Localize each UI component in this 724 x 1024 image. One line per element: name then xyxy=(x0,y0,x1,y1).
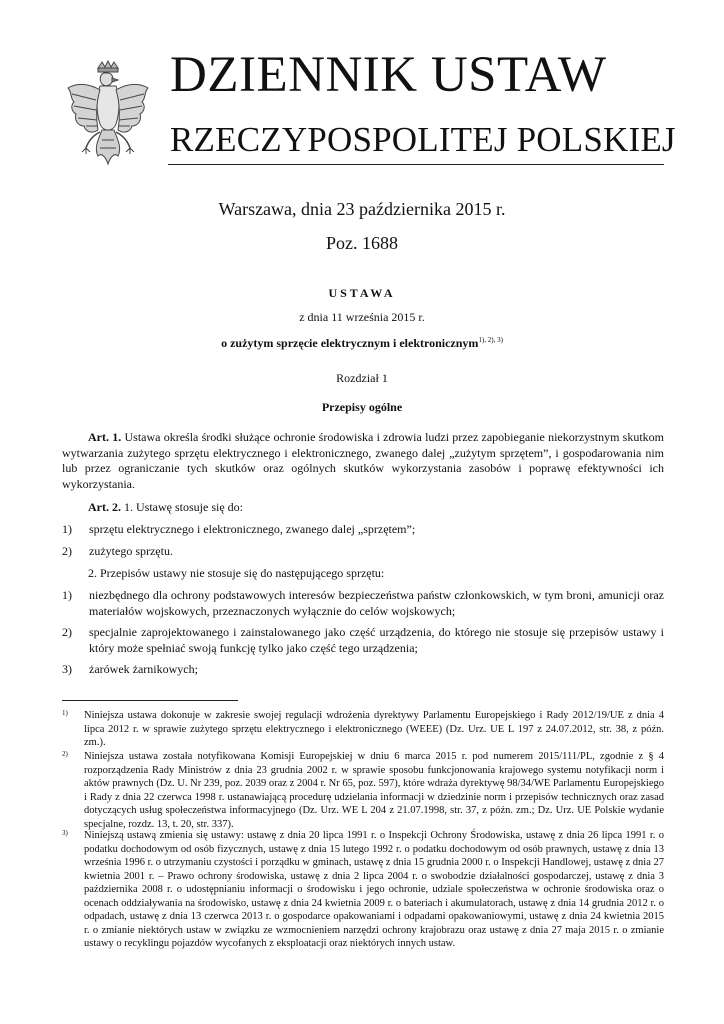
list-item xyxy=(62,588,664,619)
footnote xyxy=(62,829,664,951)
article-2 xyxy=(62,500,664,516)
footnote-text: Niniejszą ustawą zmienia się ustawy: ustawę z dnia 20 lipca 1991 r. o Inspekcji Ochrony Środowiska, ustawę z dnia 26 lipca 1991 r. o podatku dochodowym od osób fizycznych, ustawę z dnia 15 lutego 1992 r. o podatku dochodowym od osób prawnych, ustawę z dnia 13 września 1996 r. o utrzymaniu czystości i porządku w gminach, ustawę z dnia 15 grudnia 2000 r. o Inspekcji Handlowej, ustawę z dnia 27 kwietnia 2001 r. – Prawo ochrony środowiska, ustawę z dnia 2 lipca 2004 r. o swobodzie działalności gospodarczej, ustawę z dnia 3 października 2008 r. o udostępnianiu informacji o środowisku i jego ochronie, udziale społeczeństwa w ochronie środowiska oraz o ocenach oddziaływania na środowisko, ustawę z dnia 24 kwietnia 2009 r. o bateriach i akumulatorach, ustawę z dnia 14 grudnia 2012 r. o odpadach, ustawę z dnia 13 czerwca 2013 r. o gospodarce opakowaniami i odpadami opakowaniowymi, ustawę z dnia 24 kwietnia 2015 r. o zmianie niektórych ustaw w związku ze wzmocnieniem narzędzi ochrony krajobrazu oraz ustawę z dnia 27 maja 2015 r. o zmianie ustawy o recyklingu pojazdów wycofanych z eksploatacji oraz niektórych innych ustaw. xyxy=(84,830,664,949)
chapter-number: Rozdział 1 xyxy=(336,371,388,385)
list-item-number: 2) xyxy=(62,544,72,558)
header-divider xyxy=(168,164,664,165)
list-item xyxy=(62,662,664,678)
list-item-text: niezbędnego dla ochrony podstawowych interesów bezpieczeństwa państw członkowskich, w tym broni, amunicji oraz materiałów wojskowych, przeznaczonych wyłącznie do celów wojskowych; xyxy=(89,588,664,618)
list-item xyxy=(62,544,664,560)
article-2-text: 1. Ustawę stosuje się do: xyxy=(121,500,243,514)
article-1 xyxy=(62,430,664,492)
article-2-paragraph-2 xyxy=(62,566,664,582)
footnote-mark: 3) xyxy=(62,829,68,837)
journal-title: DZIENNIK USTAW xyxy=(170,47,607,103)
article-2-paragraph xyxy=(62,500,664,516)
footnote-divider xyxy=(62,700,238,701)
publication-position: Poz. 1688 xyxy=(326,233,398,253)
list-item-text: specjalnie zaprojektowanego i zainstalowanego jako część urządzenia, do którego nie stosuje się przepisów ustawy i który może spełniać swoją funkcję tylko jako część tego urządzenia; xyxy=(89,625,664,655)
list-item-number: 1) xyxy=(62,588,72,602)
list-item-text: żarówek żarnikowych; xyxy=(89,662,198,676)
footnote-text: Niniejsza ustawa dokonuje w zakresie swojej regulacji wdrożenia dyrektywy Parlamentu Europejskiego i Rady 2012/19/UE z dnia 4 lipca 2012 r. w sprawie zużytego sprzętu elektrycznego i elektronicznego (WEEE) (Dz. Urz. UE L 197 z 24.07.2012, str. 38, z późn. zm.). xyxy=(84,710,664,748)
list-item xyxy=(62,625,664,656)
list-item-text: sprzętu elektrycznego i elektronicznego, zwanego dalej „sprzętem”; xyxy=(89,522,416,536)
act-date: z dnia 11 września 2015 r. xyxy=(299,310,425,324)
chapter-title: Przepisy ogólne xyxy=(321,400,403,414)
footnote xyxy=(62,709,664,750)
act-title-text: o zużytym sprzęcie elektrycznym i elektronicznym xyxy=(221,336,479,350)
act-title xyxy=(0,336,724,351)
article-2-label: Art. 2. xyxy=(88,500,121,514)
list-item-text: zużytego sprzętu. xyxy=(89,544,173,558)
polish-eagle-emblem-icon xyxy=(62,60,154,168)
list-item-number: 2) xyxy=(62,625,72,639)
footnote-text: Niniejsza ustawa została notyfikowana Komisji Europejskiej w dniu 6 marca 2015 r. pod numerem 2015/111/PL, zgodnie z § 4 rozporządzenia Rady Ministrów z dnia 23 grudnia 2002 r. w sprawie sposobu funkcjonowania krajowego systemu notyfikacji norm i aktów prawnych (Dz. U. Nr 239, poz. 2039 oraz z 2004 r. Nr 65, poz. 597), które wdraża dyrektywę 98/34/WE Parlamentu Europejskiego i Rady z dnia 22 czerwca 1998 r. ustanawiającą procedurę udzielania informacji w dziedzinie norm i przepisów technicznych oraz zasad dotyczących usług społeczeństwa informacyjnego (Dz. Urz. WE L 204 z 21.07.1998, str. 37, z późn. zm.; Dz. Urz. UE Polskie wydanie specjalne, rozdz. 13, t. 20, str. 337). xyxy=(84,751,664,830)
journal-subtitle: RZECZYPOSPOLITEJ POLSKIEJ xyxy=(170,120,676,159)
article-1-label: Art. 1. xyxy=(88,430,122,444)
footnote xyxy=(62,750,664,831)
footnote-mark: 2) xyxy=(62,750,68,758)
list-item-number: 3) xyxy=(62,662,72,676)
article-1-paragraph xyxy=(62,430,664,492)
publication-date: Warszawa, dnia 23 października 2015 r. xyxy=(218,199,506,219)
article-2-par2-text: 2. Przepisów ustawy nie stosuje się do następującego sprzętu: xyxy=(88,566,385,580)
act-title-footnote-refs: 1), 2), 3) xyxy=(478,336,503,344)
list-item xyxy=(62,522,664,538)
act-type: USTAWA xyxy=(328,286,396,300)
footnote-mark: 1) xyxy=(62,709,68,717)
article-1-text: Ustawa określa środki służące ochronie środowiska i zdrowia ludzi przez zapobieganie niekorzystnym skutkom wytwarzania zużytego sprzętu elektrycznego i elektronicznego, zwanego dalej „zużytym sprzętem”, i gospodarowania nim lub przez ograniczanie tych skutków oraz ogólnych skutków wykorzystania zasobów i poprawę efektywności ich wykorzystania. xyxy=(62,430,664,491)
list-item-number: 1) xyxy=(62,522,72,536)
